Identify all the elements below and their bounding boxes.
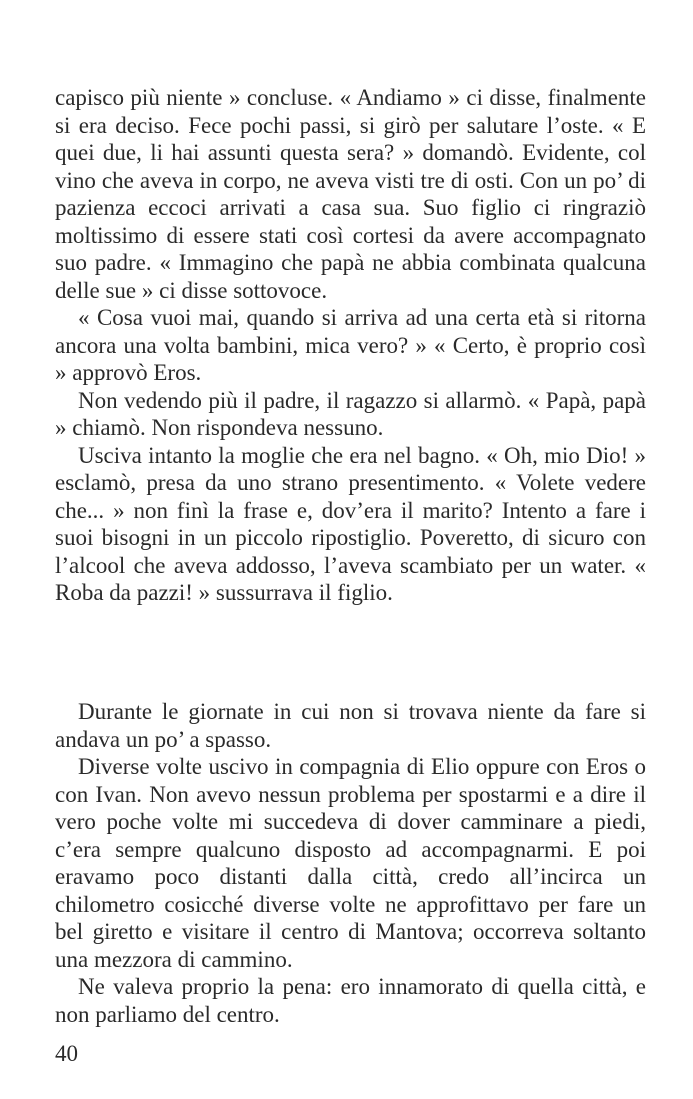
paragraph: Ne valeva proprio la pena: ero innamorato di quella città, e non parliamo del centro. <box>55 974 646 1027</box>
paragraph: Durante le giornate in cui non si trovava niente da fare si andava un po’ a spasso. <box>55 699 646 752</box>
paragraph: Non vedendo più il padre, il ragazzo si allarmò. « Papà, papà » chiamò. Non rispondeva nessuno. <box>55 387 646 440</box>
paragraph: Diverse volte uscivo in compagnia di Elio oppure con Eros o con Ivan. Non avevo nessun problema per spostarmi e a dire il vero poche volte mi succedeva di dover camminare a piedi, c’era sempre qualcuno disposto ad accompagnarmi. E poi eravamo poco distanti dalla città, credo all’incirca un chilometro cosicché diverse volte ne approfittavo per fare un bel giretto e visitare il centro di Mantova; occorreva soltanto una mezzora di cammino. <box>55 754 646 972</box>
text-section-two <box>55 698 646 1028</box>
paragraph: « Cosa vuoi mai, quando si arriva ad una certa età si ritorna ancora una volta bambini, mica vero? » « Certo, è proprio così » approvò Eros. <box>55 305 646 385</box>
paragraph: Usciva intanto la moglie che era nel bagno. « Oh, mio Dio! » esclamò, presa da uno strano presentimento. « Volete vedere che... » non finì la frase e, dov’era il marito? Intento a fare i suoi bisogni in un piccolo ripostiglio. Poveretto, di sicuro con l’alcool che aveva addosso, l’aveva scambiato per un water. « Roba da pazzi! » sussurrava il figlio. <box>55 442 646 605</box>
text-section-one <box>55 84 646 607</box>
paragraph: capisco più niente » concluse. « Andiamo » ci disse, finalmente si era deciso. Fece pochi passi, si girò per salutare l’oste. « E quei due, li hai assunti questa sera? » domandò. Evidente, col vino che aveva in corpo, ne aveva visti tre di osti. Con un po’ di pazienza eccoci arrivati a casa sua. Suo figlio ci ringraziò moltissimo di essere stati così cortesi da avere accompagnato suo padre. « Immagino che papà ne abbia combinata qualcuna delle sue » ci disse sottovoce. <box>55 85 646 303</box>
page-number: 40 <box>55 1041 78 1066</box>
